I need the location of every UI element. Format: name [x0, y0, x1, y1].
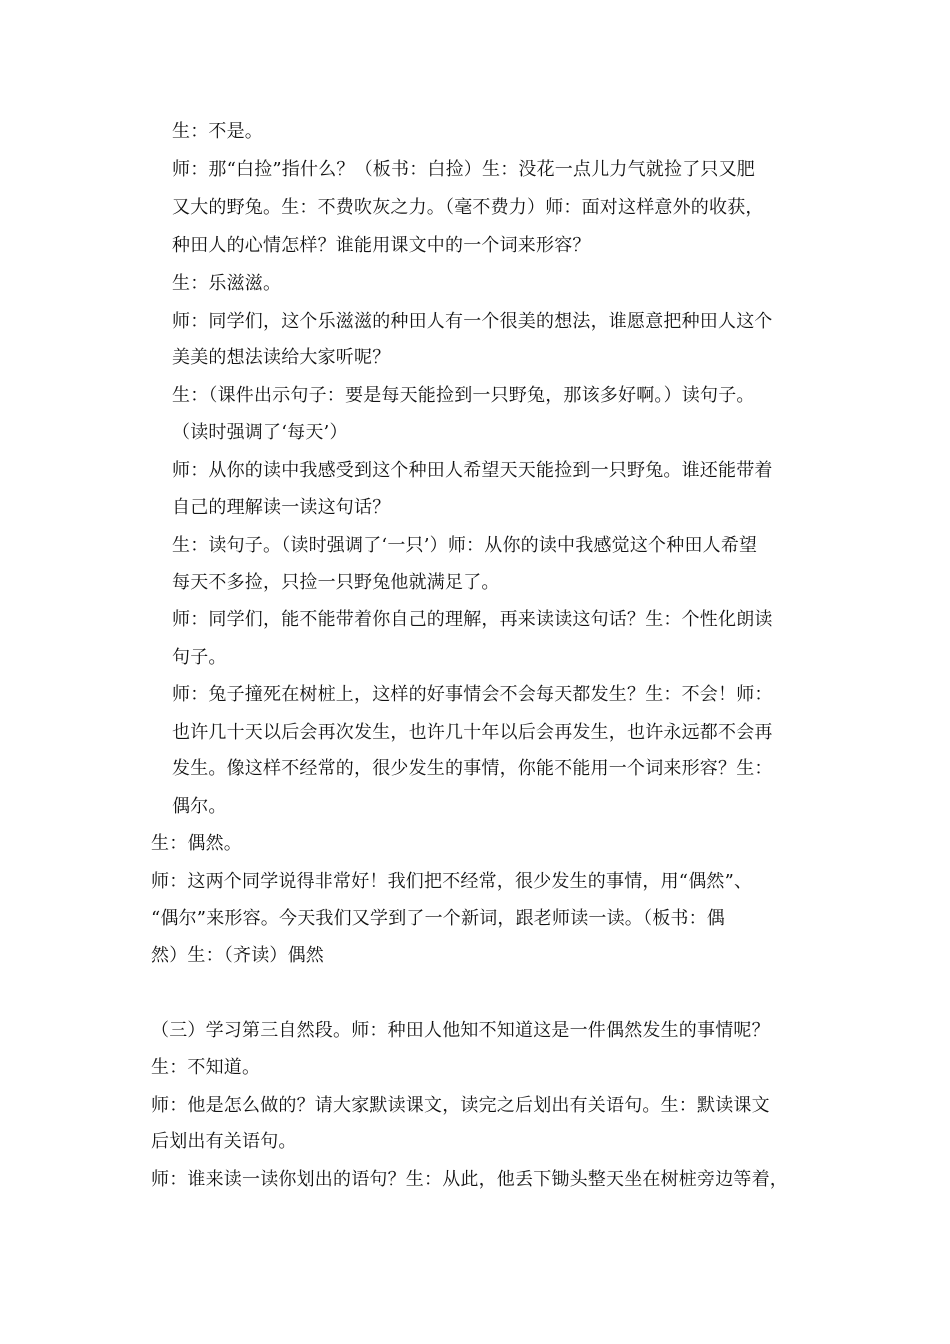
- text-line: 句子。: [172, 647, 227, 668]
- text-line: 师：从你的读中我感受到这个种田人希望天天能捡到一只野兔。谁还能带着: [172, 460, 773, 481]
- text-line: 生：不是。: [172, 121, 263, 142]
- text-line: 生：读句子。（读时强调了‘一只’）师：从你的读中我感觉这个种田人希望: [172, 535, 758, 556]
- text-line: （读时强调了‘每天’）: [172, 422, 348, 443]
- text-line: 种田人的心情怎样？谁能用课文中的一个词来形容？: [172, 235, 591, 256]
- text-line: 发生。像这样不经常的，很少发生的事情，你能不能用一个词来形容？生：: [172, 758, 773, 779]
- text-line: 后划出有关语句。: [151, 1131, 297, 1152]
- text-line: 师：兔子撞死在树桩上，这样的好事情会不会每天都发生？生：不会！师：: [172, 684, 773, 705]
- text-line: “偶尔”来形容。今天我们又学到了一个新词，跟老师读一读。（板书：偶: [151, 908, 726, 929]
- text-line: 师：这两个同学说得非常好！我们把不经常，很少发生的事情，用“偶然”、: [151, 871, 753, 892]
- text-line: 师：那“白捡”指什么？（板书：白捡）生：没花一点儿力气就捡了只又肥: [172, 159, 756, 180]
- text-line: 生：（课件出示句子：要是每天能捡到一只野兔，那该多好啊。）读句子。: [172, 385, 755, 406]
- text-line: 师：同学们，能不能带着你自己的理解，再来读读这句话？生：个性化朗读: [172, 609, 773, 630]
- text-line: 生：偶然。: [151, 833, 242, 854]
- text-line: 又大的野兔。生：不费吹灰之力。（毫不费力）师：面对这样意外的收获，: [172, 197, 764, 218]
- text-line: 生：乐滋滋。: [172, 273, 282, 294]
- text-line: 美美的想法读给大家听呢？: [172, 347, 391, 368]
- text-line: 生：不知道。: [151, 1057, 261, 1078]
- text-line: 每天不多捡，只捡一只野兔他就满足了。: [172, 572, 500, 593]
- text-line: 师：谁来读一读你划出的语句？生：从此，他丢下锄头整天坐在树桩旁边等着，: [151, 1169, 788, 1190]
- text-line: （三）学习第三自然段。师：种田人他知不知道这是一件偶然发生的事情呢？: [151, 1020, 770, 1041]
- text-line: 偶尔。: [172, 796, 227, 817]
- text-line: 然）生：（齐读）偶然: [151, 945, 324, 966]
- text-line: 也许几十天以后会再次发生，也许几十年以后会再发生，也许永远都不会再: [172, 722, 773, 743]
- text-line: 自己的理解读一读这句话？: [172, 497, 391, 518]
- text-line: 师：同学们，这个乐滋滋的种田人有一个很美的想法，谁愿意把种田人这个: [172, 311, 773, 332]
- text-line: 师：他是怎么做的？请大家默读课文，读完之后划出有关语句。生：默读课文: [151, 1095, 770, 1116]
